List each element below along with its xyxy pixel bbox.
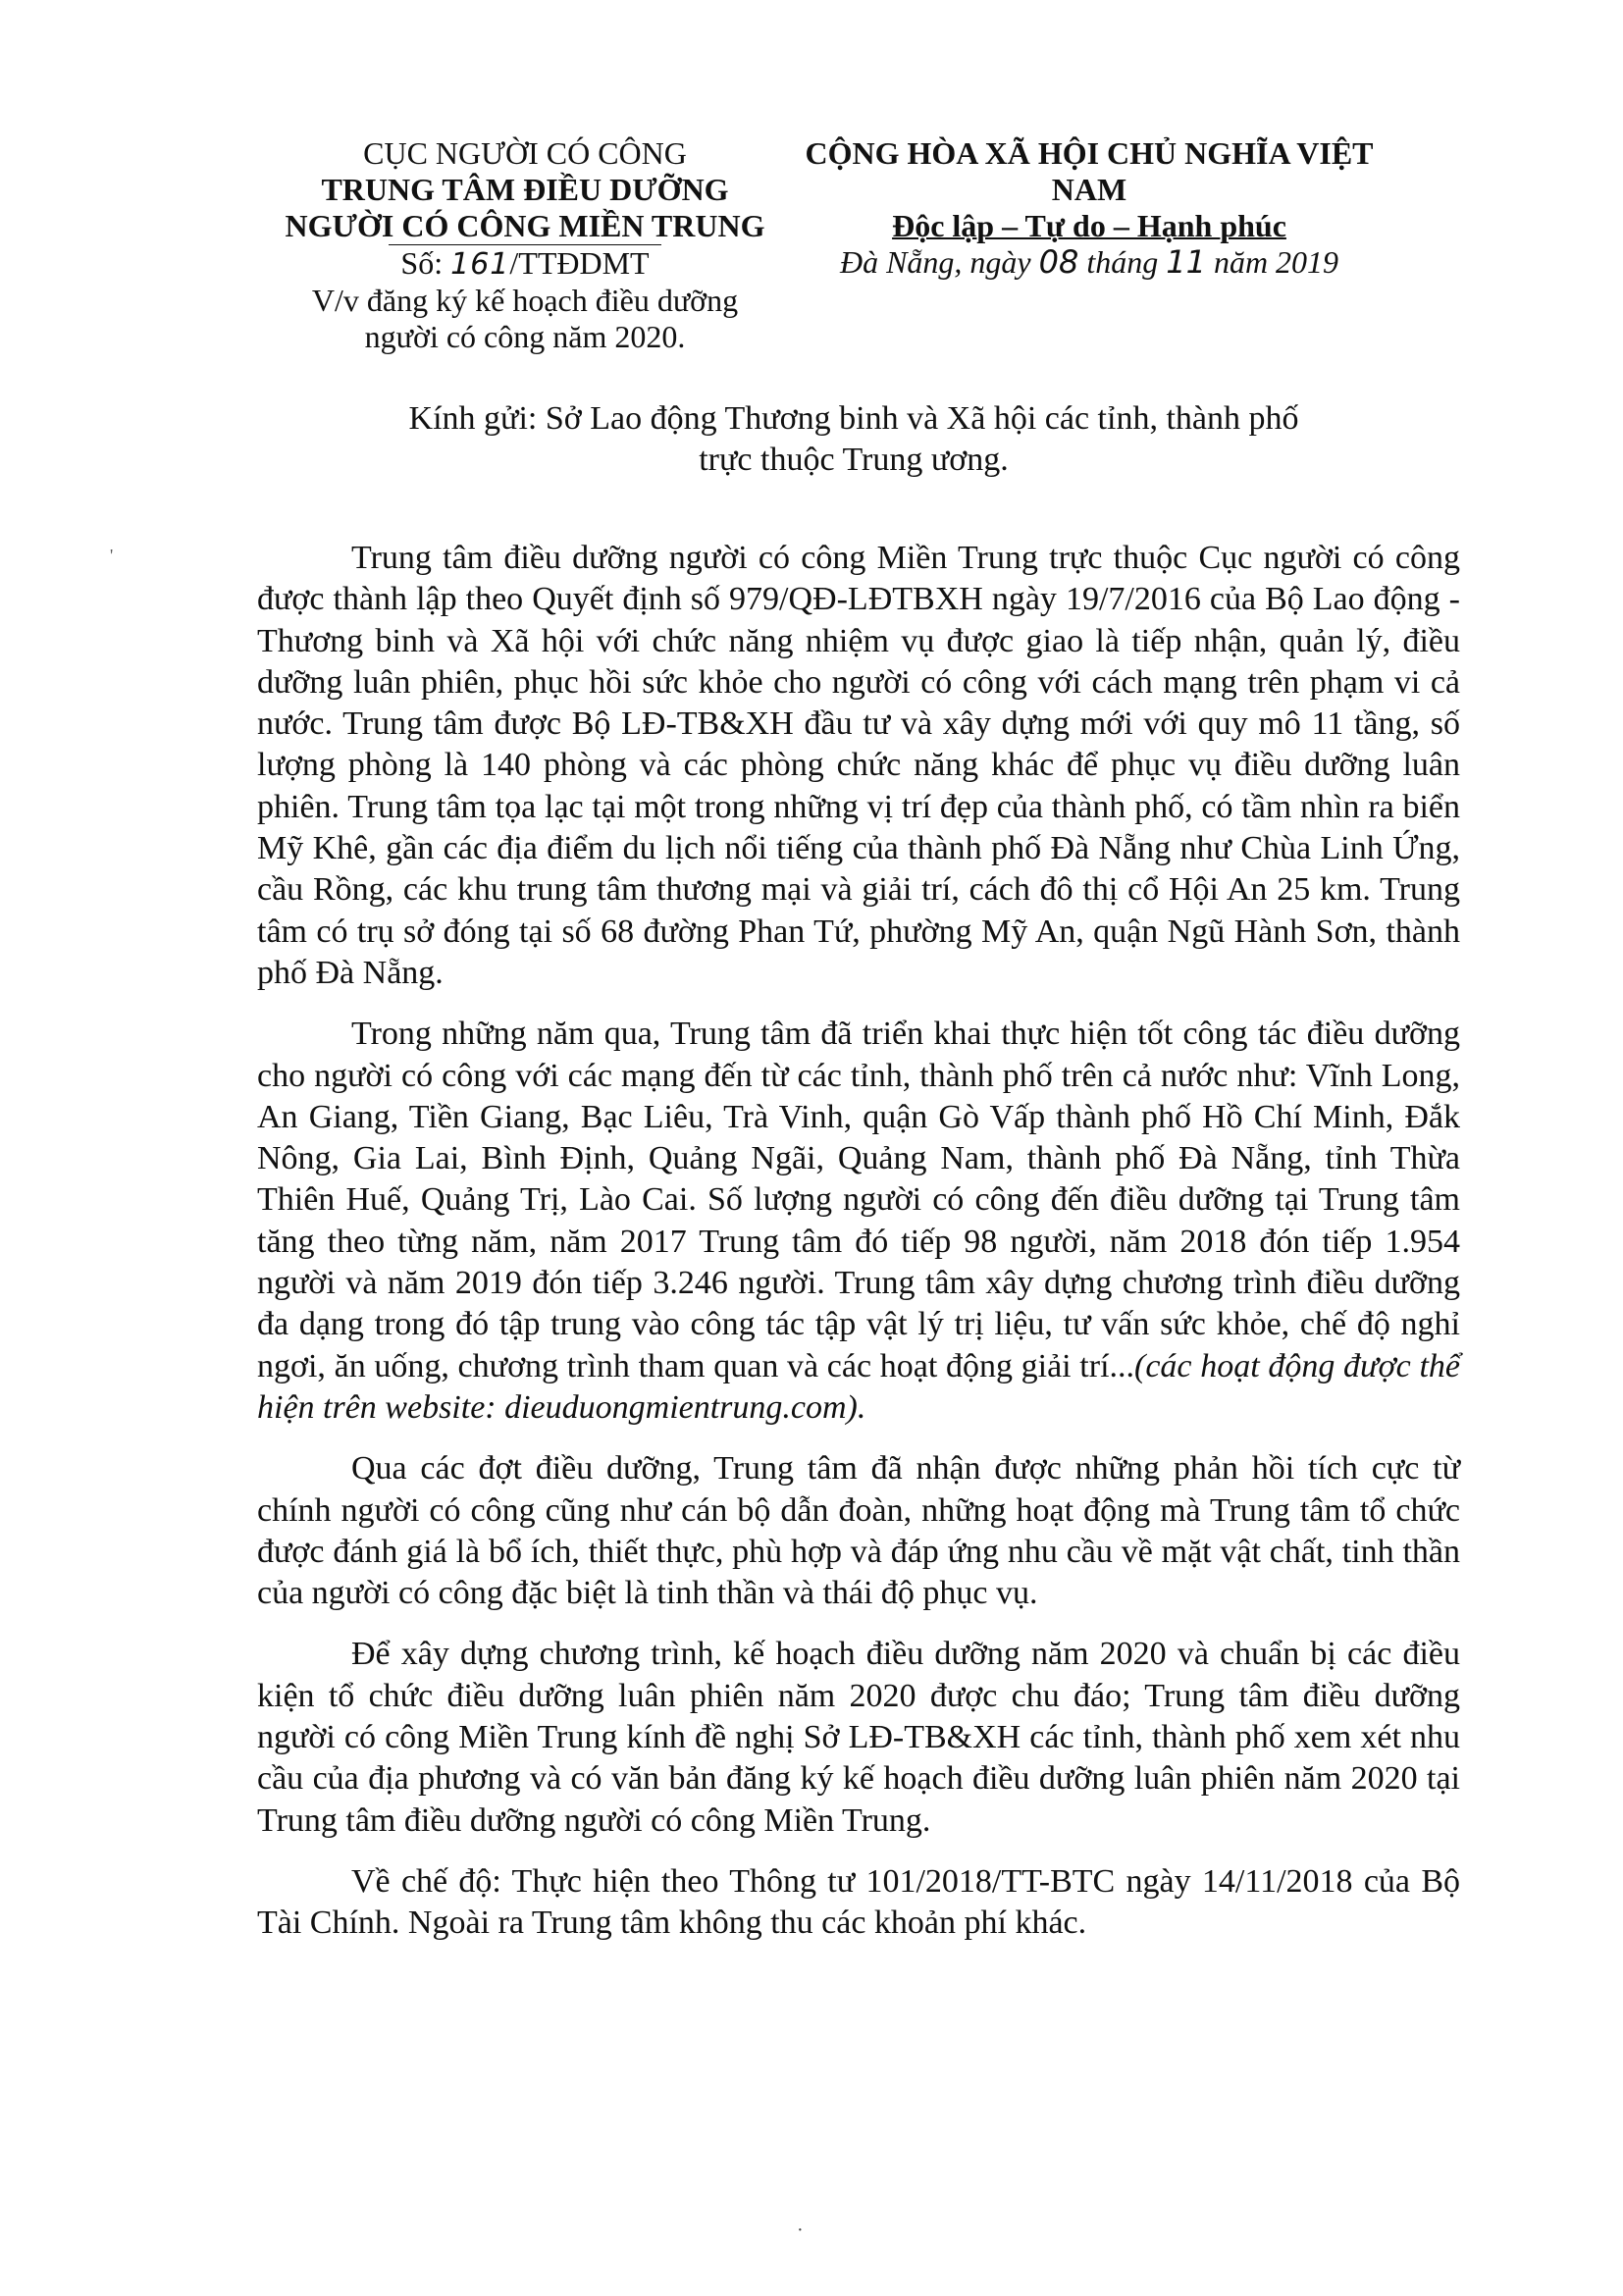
center-name-line1: TRUNG TÂM ĐIỀU DƯỠNG <box>321 172 729 207</box>
handwritten-month: 11 <box>1166 243 1206 281</box>
month-label: tháng <box>1078 244 1167 280</box>
recipient-block <box>245 398 1462 481</box>
handwritten-number: 161 <box>450 247 510 282</box>
subject-line1: V/v đăng ký kế hoạch điều dưỡng <box>311 283 739 318</box>
document-number <box>245 244 805 283</box>
number-suffix: /TTĐDMT <box>509 245 650 281</box>
paragraph-activities <box>257 1014 1460 1429</box>
recipient-line2: trực thuộc Trung ương. <box>699 442 1009 478</box>
website-note: (các hoạt động được thể hiện trên website: dieuduongmientrung.com). <box>257 1347 1460 1426</box>
document-date <box>775 244 1403 281</box>
paragraph-introduction: Trung tâm điều dưỡng người có công Miền Trung trực thuộc Cục người có công được thành lập theo Quyết định số 979/QĐ-LĐTBXH ngày 19/7/2016 của Bộ Lao động - Thương binh và Xã hội với chức năng nhiệm vụ được giao là tiếp nhận, quản lý, điều dưỡng luân phiên, phục hồi sức khỏe cho người có công với cách mạng trên phạm vi cả nước. Trung tâm được Bộ LĐ-TB&XH đầu tư và xây dựng mới với quy mô 11 tầng, số lượng phòng là 140 phòng và các phòng chức năng khác để phục vụ điều dưỡng luân phiên. Trung tâm tọa lạc tại một trong những vị trí đẹp của thành phố, có tầm nhìn ra biển Mỹ Khê, gần các địa điểm du lịch nổi tiếng của thành phố Đà Nẵng như Chùa Linh Ứng, cầu Rồng, các khu trung tâm thương mại và giải trí, cách đô thị cổ Hội An 25 km. Trung tâm có trụ sở đóng tại số 68 đường Phan Tứ, phường Mỹ An, quận Ngũ Hành Sơn, thành phố Đà Nẵng. <box>257 540 1460 991</box>
scan-mark: ' <box>110 546 114 565</box>
handwritten-day: 08 <box>1038 243 1079 281</box>
paragraph-feedback: Qua các đợt điều dưỡng, Trung tâm đã nhận được những phản hồi tích cực từ chính người có công cũng như cán bộ dẫn đoàn, những hoạt động mà Trung tâm tổ chức được đánh giá là bổ ích, thiết thực, phù hợp và đáp ứng nhu cầu về mặt vật chất, tinh thần của người có công đặc biệt là tinh thần và thái độ phục vụ. <box>257 1450 1460 1612</box>
date-place: Đà Nẵng, ngày <box>839 244 1039 280</box>
year-label: năm 2019 <box>1205 244 1339 280</box>
scan-dot: · <box>797 2219 804 2241</box>
paragraph-request: Để xây dựng chương trình, kế hoạch điều dưỡng năm 2020 và chuẩn bị các điều kiện tổ chức điều dưỡng luân phiên năm 2020 được chu đáo; Trung tâm điều dưỡng người có công Miền Trung kính đề nghị Sở LĐ-TB&XH các tỉnh, thành phố xem xét nhu cầu của địa phương và có văn bản đăng ký kế hoạch điều dưỡng luân phiên năm 2020 tại Trung tâm điều dưỡng người có công Miền Trung. <box>257 1636 1460 1839</box>
nation-name: CỘNG HÒA XÃ HỘI CHỦ NGHĨA VIỆT NAM <box>805 135 1374 207</box>
paragraph-regime: Về chế độ: Thực hiện theo Thông tư 101/2018/TT-BTC ngày 14/11/2018 của Bộ Tài Chính. Ngoài ra Trung tâm không thu các khoản phí khác. <box>257 1862 1460 1942</box>
national-header-block <box>775 135 1403 281</box>
issuing-agency-block <box>245 135 805 355</box>
center-name-line2: NGƯỜI CÓ CÔNG MIỀN TRUNG <box>285 208 765 243</box>
subject-line2: người có công năm 2020. <box>364 319 686 354</box>
number-prefix: Số: <box>400 245 451 281</box>
letter-body <box>257 538 1460 1964</box>
parent-agency: CỤC NGƯỜI CÓ CÔNG <box>363 135 687 171</box>
national-motto: Độc lập – Tự do – Hạnh phúc <box>892 208 1286 243</box>
paragraph-activities-text: Trong những năm qua, Trung tâm đã triển khai thực hiện tốt công tác điều dưỡng cho người có công với các mạng đến từ các tỉnh, thành phố trên cả nước như: Vĩnh Long, An Giang, Tiền Giang, Bạc Liêu, Trà Vinh, quận Gò Vấp thành phố Hồ Chí Minh, Đắk Nông, Gia Lai, Bình Định, Quảng Ngãi, Quảng Nam, thành phố Đà Nẵng, tỉnh Thừa Thiên Huế, Quảng Trị, Lào Cai. Số lượng người có công đến điều dưỡng tại Trung tâm tăng theo từng năm, năm 2017 Trung tâm đó tiếp 98 người, năm 2018 đón tiếp 1.954 người và năm 2019 đón tiếp 3.246 người. Trung tâm xây dựng chương trình điều dưỡng đa dạng trong đó tập trung vào công tác tập vật lý trị liệu, tư vấn sức khỏe, chế độ nghỉ ngơi, ăn uống, chương trình tham quan và các hoạt động giải trí... <box>257 1016 1460 1384</box>
recipient-line1: Kính gửi: Sở Lao động Thương binh và Xã hội các tỉnh, thành phố <box>408 400 1299 437</box>
